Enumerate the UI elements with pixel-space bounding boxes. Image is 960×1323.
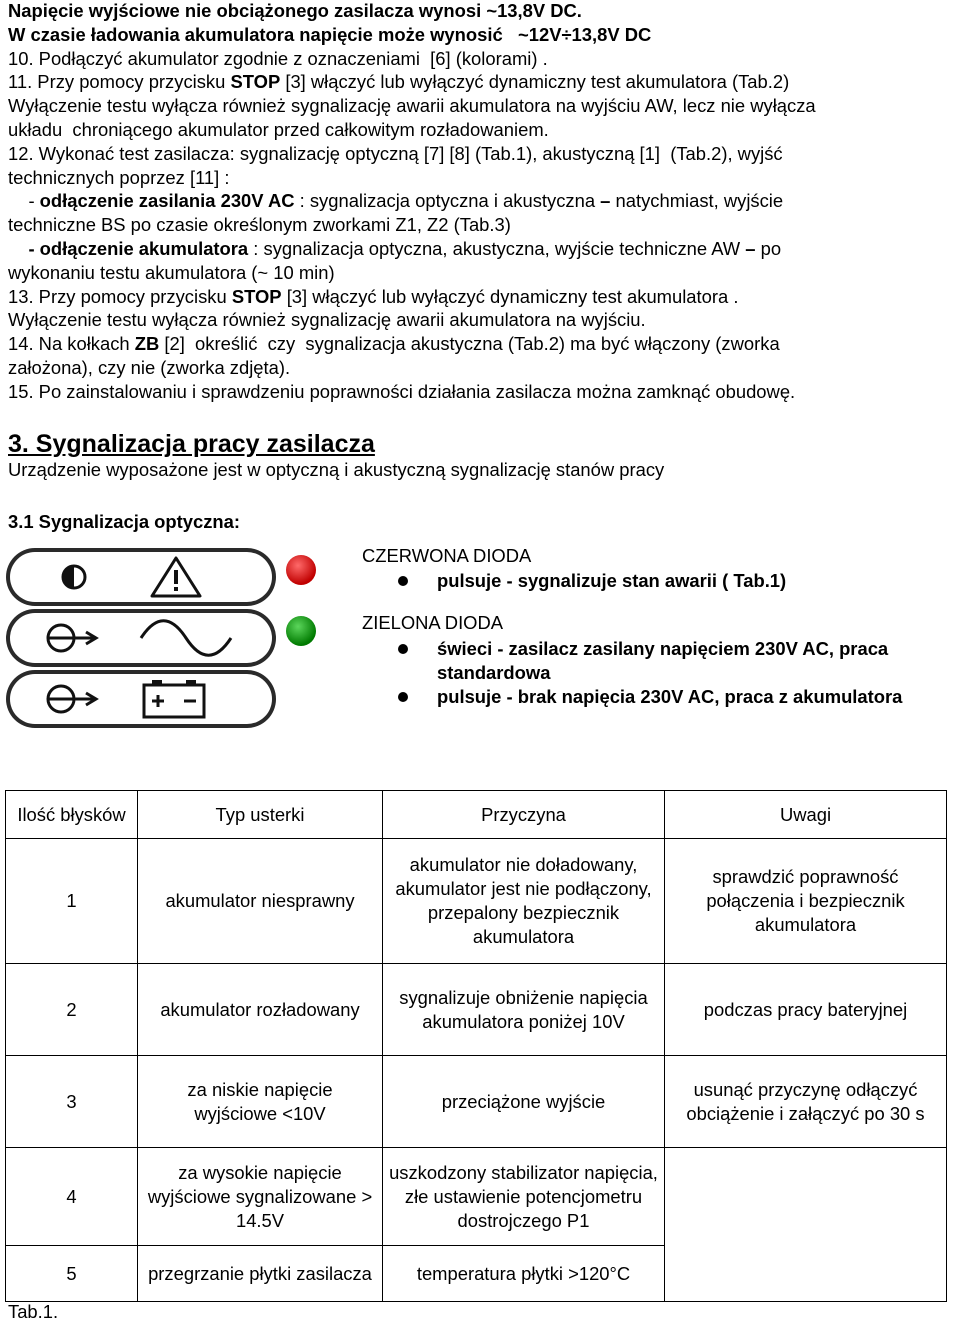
- red-diode-bullet: pulsuje - sygnalizuje stan awarii ( Tab.1): [437, 570, 787, 591]
- fault-type-cell: akumulator rozładowany: [138, 964, 383, 1056]
- flash-count-cell: 3: [6, 1056, 138, 1148]
- text-segment: 12. Wykonać test zasilacza: sygnalizację optyczną [7] [8] (Tab.1), akustyczną [1] (Tab.2), wyjść: [8, 142, 783, 164]
- red-diode-title: CZERWONA DIODA: [362, 545, 532, 566]
- instruction-line: [8, 167, 230, 189]
- instruction-line: [8, 357, 290, 379]
- instruction-line: [8, 119, 549, 141]
- text-segment: natychmiast, wyjście: [610, 190, 784, 212]
- text-segment: –: [600, 190, 611, 212]
- text-segment: 15. Po zainstalowaniu i sprawdzeniu poprawności działania zasilacza można zamknąć obudowę.: [8, 380, 796, 402]
- green-diode-bullet: pulsuje - brak napięcia 230V AC, praca z akumulatora: [437, 686, 903, 707]
- text-segment: 11. Przy pomocy przycisku: [8, 71, 231, 93]
- table-row: [6, 1148, 947, 1246]
- table-row: [6, 1056, 947, 1148]
- note-cell: usunąć przyczynę odłączyć obciążenie i załączyć po 30 s: [665, 1056, 947, 1148]
- flash-count-cell: 4: [6, 1148, 138, 1246]
- green-diode-bullet: świeci - zasilacz zasilany napięciem 230V AC, praca: [437, 638, 889, 659]
- instruction-line: [8, 214, 511, 236]
- fault-type-cell: akumulator niesprawny: [138, 839, 383, 964]
- note-cell: podczas pracy bateryjnej: [665, 964, 947, 1056]
- text-segment: [3] włączyć lub wyłączyć dynamiczny test akumulatora .: [281, 285, 739, 307]
- header-cell: Ilość błysków: [6, 791, 138, 839]
- text-segment: założona), czy nie (zworka zdjęta).: [8, 357, 291, 378]
- note-cell: [665, 1148, 947, 1302]
- header-cell: Typ usterki: [138, 791, 383, 839]
- instruction-line: [8, 95, 816, 117]
- instruction-line: [8, 190, 783, 212]
- green-diode-title: ZIELONA DIODA: [362, 612, 504, 633]
- instruction-line: [8, 286, 738, 308]
- bullet-dot: [398, 576, 408, 586]
- table-header-row: [6, 791, 947, 839]
- text-segment: - odłączenie akumulatora: [8, 238, 249, 259]
- red-led: [286, 555, 316, 585]
- cause-cell: sygnalizuje obniżenie napięcia akumulatora poniżej 10V: [383, 964, 665, 1056]
- bullet-dot: [398, 644, 408, 654]
- instruction-line: [8, 333, 780, 355]
- ac-panel: [6, 609, 276, 667]
- instruction-line: [8, 238, 781, 260]
- fault-type-cell: przegrzanie płytki zasilacza: [138, 1246, 383, 1302]
- text-segment: układu chroniącego akumulator przed całkowitym rozładowaniem.: [8, 119, 549, 140]
- bullet-dot: [398, 692, 408, 702]
- instruction-line: [8, 143, 783, 165]
- text-segment: –: [745, 238, 756, 259]
- text-segment: STOP: [230, 71, 281, 93]
- text-segment: [2] określić czy sygnalizacja akustyczna (Tab.2) ma być włączony (zworka: [159, 333, 780, 355]
- text-segment: po: [755, 238, 782, 259]
- flash-count-cell: 1: [6, 839, 138, 964]
- cause-cell: uszkodzony stabilizator napięcia, złe ustawienie potencjometru dostrojczego P1: [383, 1148, 665, 1246]
- flash-count-cell: 5: [6, 1246, 138, 1302]
- text-segment: -: [8, 190, 40, 212]
- text-segment: : sygnalizacja optyczna i akustyczna: [294, 190, 601, 212]
- instruction-line: [8, 381, 795, 403]
- warning-icon: [6, 548, 276, 606]
- instruction-line: [8, 48, 548, 70]
- instruction-line: [8, 309, 646, 331]
- text-segment: 14. Na kołkach: [8, 333, 135, 355]
- text-segment: odłączenie zasilania 230V AC: [39, 190, 295, 212]
- battery-icon: [6, 670, 276, 728]
- text-segment: ZB: [134, 333, 160, 355]
- text-segment: Napięcie wyjściowe nie obciążonego zasilacza wynosi ~13,8V DC.: [8, 0, 582, 21]
- instruction-line: [8, 71, 789, 93]
- section-title: 3. Sygnalizacja pracy zasilacza: [8, 430, 375, 458]
- fault-table: [5, 790, 947, 1302]
- text-segment: technicznych poprzez [11] :: [8, 166, 230, 188]
- text-segment: 10. Podłączyć akumulator zgodnie z oznaczeniami [6] (kolorami) .: [8, 47, 548, 69]
- fault-type-cell: za niskie napięcie wyjściowe <10V: [138, 1056, 383, 1148]
- text-segment: 13. Przy pomocy przycisku: [8, 285, 232, 307]
- text-segment: STOP: [231, 285, 282, 307]
- table-row: [6, 964, 947, 1056]
- cause-cell: temperatura płytki >120°C: [383, 1246, 665, 1302]
- table-caption: Tab.1.: [8, 1301, 59, 1322]
- table-row: [6, 839, 947, 964]
- instruction-line: [8, 262, 335, 284]
- battery-panel: [6, 670, 276, 728]
- green-led: [286, 616, 316, 646]
- instruction-line: [8, 0, 582, 22]
- instruction-line: [8, 24, 651, 46]
- text-segment: techniczne BS po czasie określonym zworkami Z1, Z2 (Tab.3): [8, 214, 511, 236]
- header-cell: Uwagi: [665, 791, 947, 839]
- text-segment: Wyłączenie testu wyłącza również sygnalizację awarii akumulatora na wyjściu AW, lecz nie wyłącza: [8, 95, 816, 117]
- fault-type-cell: za wysokie napięcie wyjściowe sygnalizowane > 14.5V: [138, 1148, 383, 1246]
- text-segment: W czasie ładowania akumulatora napięcie może wynosić ~12V÷13,8V DC: [8, 23, 652, 45]
- flash-count-cell: 2: [6, 964, 138, 1056]
- header-cell: Przyczyna: [383, 791, 665, 839]
- cause-cell: przeciążone wyjście: [383, 1056, 665, 1148]
- text-segment: [3] włączyć lub wyłączyć dynamiczny test akumulatora (Tab.2): [280, 71, 790, 93]
- section-intro: Urządzenie wyposażone jest w optyczną i akustyczną sygnalizację stanów pracy: [8, 459, 665, 480]
- text-segment: wykonaniu testu akumulatora (~ 10 min): [8, 261, 335, 283]
- text-segment: : sygnalizacja optyczna, akustyczna, wyjście techniczne AW: [248, 238, 746, 259]
- warning-panel: [6, 548, 276, 606]
- cause-cell: akumulator nie doładowany, akumulator jest nie podłączony, przepalony bezpiecznik akumulatora: [383, 839, 665, 964]
- green-diode-bullet-cont: standardowa: [437, 662, 551, 683]
- ac-input-icon: [6, 609, 276, 667]
- note-cell: sprawdzić poprawność połączenia i bezpiecznik akumulatora: [665, 839, 947, 964]
- text-segment: Wyłączenie testu wyłącza również sygnalizację awarii akumulatora na wyjściu.: [8, 309, 646, 331]
- optical-signalling-heading: 3.1 Sygnalizacja optyczna:: [8, 511, 241, 532]
